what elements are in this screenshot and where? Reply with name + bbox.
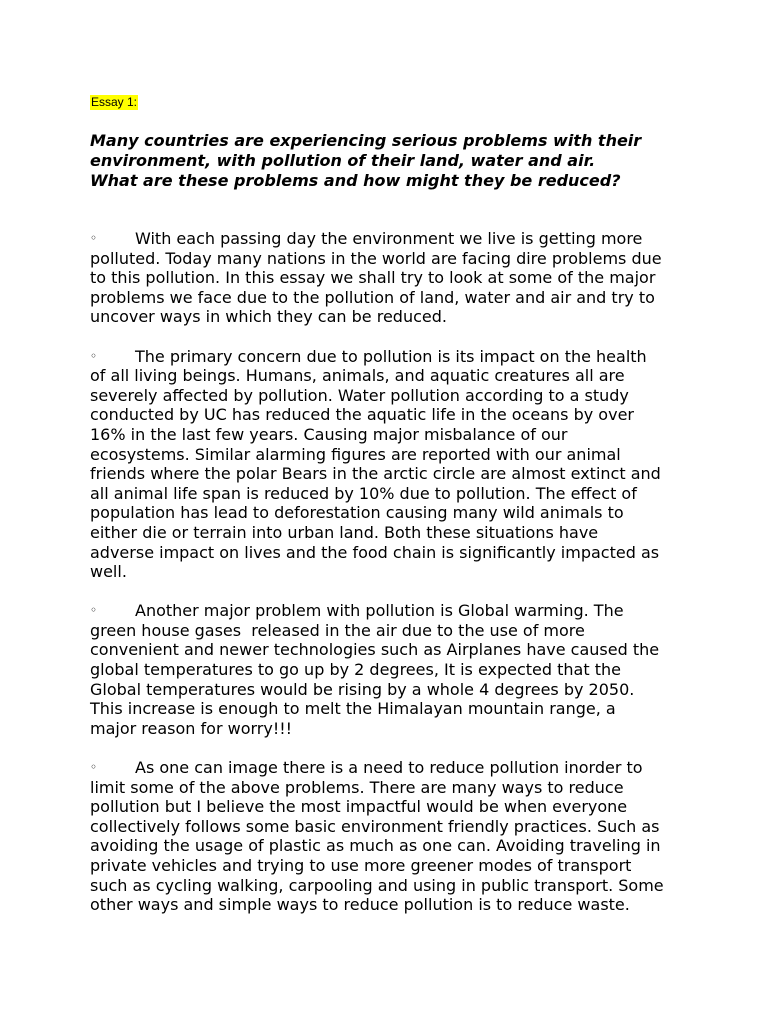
essay-prompt bbox=[90, 131, 690, 191]
paragraph-line: to this pollution. In this essay we shall try to look at some of the major bbox=[90, 268, 656, 288]
paragraph-line: pollution but I believe the most impactful would be when everyone bbox=[90, 797, 628, 817]
paragraph-reduction bbox=[90, 758, 690, 915]
paragraph-line: conducted by UC has reduced the aquatic life in the oceans by over bbox=[90, 405, 634, 425]
paragraph-line: such as cycling walking, carpooling and using in public transport. Some bbox=[90, 875, 664, 895]
paragraph-health-impact bbox=[90, 347, 690, 582]
paragraph-line: well. bbox=[90, 562, 127, 582]
paragraph-line: Global temperatures would be rising by a whole 4 degrees by 2050. bbox=[90, 679, 635, 699]
prompt-line: Many countries are experiencing serious problems with their bbox=[90, 131, 642, 150]
paragraph-line: population has lead to deforestation causing many wild animals to bbox=[90, 503, 624, 523]
bullet-icon: ◦ bbox=[90, 760, 98, 775]
paragraph-line: friends where the polar Bears in the arctic circle are almost extinct and bbox=[90, 464, 661, 484]
paragraph-line: convenient and newer technologies such as Airplanes have caused the bbox=[90, 640, 660, 660]
paragraph-line: major reason for worry!!! bbox=[90, 718, 293, 738]
paragraph-line: With each passing day the environment we live is getting more bbox=[135, 229, 643, 248]
bullet-icon: ◦ bbox=[90, 231, 98, 245]
paragraph-line: limit some of the above problems. There are many ways to reduce bbox=[90, 777, 624, 797]
paragraph-line: private vehicles and trying to use more greener modes of transport bbox=[90, 856, 632, 875]
paragraph-line: Another major problem with pollution is Global warming. The bbox=[135, 601, 624, 621]
prompt-line: environment, with pollution of their land, water and air. bbox=[90, 151, 596, 170]
paragraph-line: uncover ways in which they can be reduced. bbox=[90, 307, 447, 327]
paragraph-line: The primary concern due to pollution is its impact on the health bbox=[135, 346, 647, 366]
paragraph-line: polluted. Today many nations in the world are facing dire problems due bbox=[90, 248, 662, 268]
paragraph-introduction bbox=[90, 229, 690, 327]
paragraph-line: of all living beings. Humans, animals, and aquatic creatures all are bbox=[90, 366, 625, 386]
paragraph-line: As one can image there is a need to reduce pollution inorder to bbox=[135, 758, 643, 778]
paragraph-line: severely affected by pollution. Water pollution according to a study bbox=[90, 385, 629, 405]
essay-label: Essay 1: bbox=[91, 95, 138, 109]
bullet-icon: ◦ bbox=[90, 348, 98, 363]
paragraph-line: This increase is enough to melt the Himalayan mountain range, a bbox=[90, 699, 616, 719]
paragraph-line: all animal life span is reduced by 10% due to pollution. The effect of bbox=[90, 483, 637, 503]
paragraph-line: ecosystems. Similar alarming figures are reported with our animal bbox=[90, 444, 621, 464]
bullet-icon: ◦ bbox=[90, 603, 98, 618]
paragraph-line: adverse impact on lives and the food chain is significantly impacted as bbox=[90, 542, 660, 562]
paragraph-line: global temperatures to go up by 2 degrees, It is expected that the bbox=[90, 660, 621, 680]
essay-body bbox=[90, 229, 690, 934]
paragraph-line: other ways and simple ways to reduce pollution is to reduce waste. bbox=[90, 895, 630, 915]
prompt-line: What are these problems and how might they be reduced? bbox=[90, 171, 621, 190]
paragraph-line: problems we face due to the pollution of land, water and air and try to bbox=[90, 287, 655, 307]
paragraph-line: collectively follows some basic environment friendly practices. Such as bbox=[90, 816, 660, 836]
paragraph-line: either die or terrain into urban land. Both these situations have bbox=[90, 522, 599, 542]
paragraph-line: green house gases released in the air due to the use of more bbox=[90, 620, 585, 640]
paragraph-line: 16% in the last few years. Causing major misbalance of our bbox=[90, 424, 568, 444]
paragraph-global-warming bbox=[90, 601, 690, 738]
paragraph-line: avoiding the usage of plastic as much as one can. Avoiding traveling in bbox=[90, 836, 661, 856]
